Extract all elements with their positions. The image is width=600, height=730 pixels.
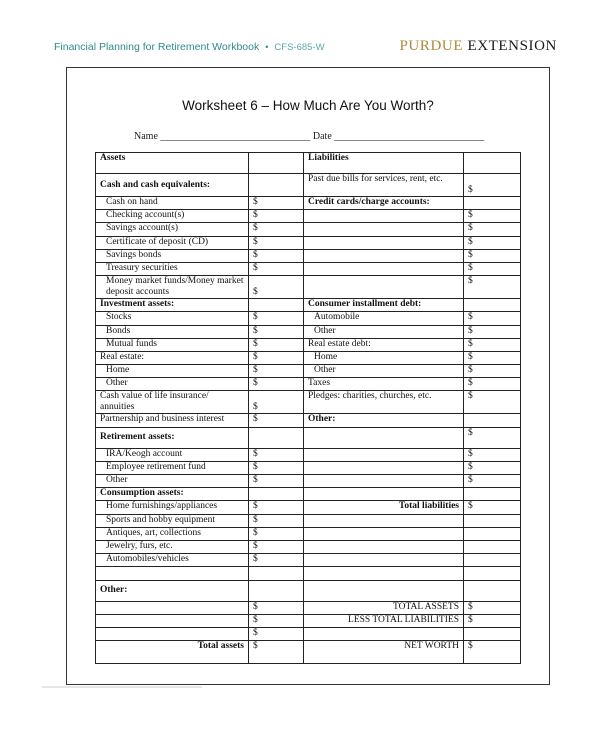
table-row [96, 391, 521, 414]
name-label: Name [134, 131, 158, 142]
liability-cell[interactable] [304, 262, 464, 275]
amount-cell[interactable] [249, 567, 304, 580]
amount-cell[interactable] [464, 153, 521, 174]
real-estate-label: Real estate: [96, 351, 249, 364]
cash-value-label: Cash value of life insurance/ annuities [96, 391, 249, 414]
table-row [96, 540, 521, 553]
real-estate-debt-label: Real estate debt: [304, 338, 464, 351]
blank-cell[interactable] [96, 567, 249, 580]
amount-cell[interactable]: $ [249, 641, 304, 664]
table-row [96, 276, 521, 299]
amount-cell[interactable]: $ [249, 514, 304, 527]
amount-cell[interactable]: $ [464, 614, 521, 627]
date-field[interactable]: ______________________________ [334, 131, 485, 142]
consumer-installment-label: Consumer installment debt: [304, 299, 464, 312]
date-label: Date [312, 131, 332, 142]
table-row [96, 312, 521, 325]
liability-cell[interactable] [304, 210, 464, 223]
savings-account-label: Savings account(s) [96, 223, 249, 236]
table-row [96, 236, 521, 249]
amount-cell[interactable]: $ [464, 249, 521, 262]
liability-cell[interactable] [304, 514, 464, 527]
net-worth-table [95, 152, 521, 664]
amount-cell[interactable] [464, 567, 521, 580]
amount-cell[interactable]: $ [249, 475, 304, 488]
page-header [0, 0, 600, 66]
amount-cell[interactable]: $ [249, 627, 304, 640]
partnership-label: Partnership and business interest [96, 414, 249, 427]
brand-purdue: PURDUE [399, 38, 464, 54]
table-row [96, 567, 521, 580]
amount-cell[interactable] [249, 174, 304, 197]
table-row [96, 580, 521, 601]
footer-rule [42, 686, 202, 688]
cash-section-label: Cash and cash equivalents: [96, 174, 249, 197]
amount-cell[interactable]: $ [249, 461, 304, 474]
liability-cell[interactable] [304, 276, 464, 299]
amount-cell[interactable]: $ [249, 197, 304, 210]
total-assets-label: Total assets [96, 641, 249, 664]
amount-cell[interactable]: $ [464, 391, 521, 414]
amount-cell[interactable]: $ [249, 262, 304, 275]
amount-cell[interactable]: $ [464, 475, 521, 488]
amount-cell[interactable]: $ [249, 501, 304, 514]
amount-cell[interactable]: $ [464, 210, 521, 223]
amount-cell[interactable]: $ [464, 174, 521, 197]
retirement-section-label: Retirement assets: [96, 427, 249, 448]
amount-cell[interactable]: $ [249, 391, 304, 414]
amount-cell[interactable]: $ [464, 276, 521, 299]
pledges-label: Pledges: charities, churches, etc. [304, 391, 464, 414]
home-debt-label: Home [304, 351, 464, 364]
other-retirement-label: Other [96, 475, 249, 488]
amount-cell[interactable]: $ [249, 210, 304, 223]
other-real-estate-label: Other [96, 378, 249, 391]
stocks-label: Stocks [96, 312, 249, 325]
amount-cell[interactable] [249, 427, 304, 448]
amount-cell[interactable]: $ [249, 365, 304, 378]
table-row [96, 299, 521, 312]
amount-cell[interactable]: $ [464, 365, 521, 378]
amount-cell[interactable] [464, 540, 521, 553]
amount-cell[interactable]: $ [249, 554, 304, 567]
other-asset-cell[interactable] [96, 627, 249, 640]
liabilities-header: Liabilities [304, 153, 464, 174]
amount-cell[interactable] [464, 514, 521, 527]
liability-cell[interactable] [304, 527, 464, 540]
amount-cell[interactable]: $ [464, 641, 521, 664]
publication-code: CFS-685-W [274, 42, 325, 53]
amount-cell[interactable]: $ [249, 249, 304, 262]
amount-cell[interactable] [464, 414, 521, 427]
amount-cell[interactable]: $ [249, 414, 304, 427]
summary-net-worth-label: NET WORTH [304, 641, 464, 664]
antiques-label: Antiques, art, collections [96, 527, 249, 540]
worksheet-title: Worksheet 6 – How Much Are You Worth? [182, 98, 434, 113]
liability-cell[interactable] [304, 448, 464, 461]
amount-cell[interactable]: $ [249, 448, 304, 461]
amount-cell[interactable]: $ [249, 223, 304, 236]
name-field[interactable]: ______________________________ [160, 131, 311, 142]
amount-cell[interactable]: $ [464, 262, 521, 275]
table-row [96, 448, 521, 461]
table-row [96, 627, 521, 640]
workbook-title-text: Financial Planning for Retirement Workbook [54, 41, 260, 53]
amount-cell[interactable]: $ [249, 601, 304, 614]
amount-cell[interactable]: $ [249, 540, 304, 553]
table-row [96, 475, 521, 488]
credit-cards-label: Credit cards/charge accounts: [304, 197, 464, 210]
other-assets-label: Other: [96, 580, 249, 601]
amount-cell[interactable] [464, 627, 521, 640]
cd-label: Certificate of deposit (CD) [96, 236, 249, 249]
table-row [96, 325, 521, 338]
amount-cell[interactable]: $ [464, 501, 521, 514]
amount-cell[interactable] [464, 580, 521, 601]
liability-cell[interactable] [304, 223, 464, 236]
liability-cell[interactable] [304, 540, 464, 553]
amount-cell[interactable] [249, 153, 304, 174]
table-row [96, 414, 521, 427]
bullet-dot: • [265, 42, 269, 52]
other-installment-label: Other [304, 325, 464, 338]
table-row [96, 210, 521, 223]
jewelry-label: Jewelry, furs, etc. [96, 540, 249, 553]
amount-cell[interactable]: $ [464, 461, 521, 474]
past-due-label: Past due bills for services, rent, etc. [304, 174, 464, 197]
table-row [96, 153, 521, 174]
table-row [96, 378, 521, 391]
amount-cell[interactable]: $ [249, 378, 304, 391]
liability-cell[interactable] [304, 236, 464, 249]
amount-cell[interactable]: $ [249, 527, 304, 540]
table-row [96, 614, 521, 627]
amount-cell[interactable]: $ [249, 351, 304, 364]
amount-cell[interactable] [464, 527, 521, 540]
savings-bonds-label: Savings bonds [96, 249, 249, 262]
amount-cell[interactable]: $ [249, 312, 304, 325]
other-asset-cell[interactable] [96, 601, 249, 614]
table-row [96, 249, 521, 262]
liability-cell[interactable] [304, 580, 464, 601]
amount-cell[interactable]: $ [464, 601, 521, 614]
amount-cell[interactable] [249, 488, 304, 501]
table-row [96, 262, 521, 275]
purdue-extension-logo [399, 38, 557, 55]
amount-cell[interactable]: $ [464, 325, 521, 338]
table-row [96, 601, 521, 614]
amount-cell[interactable]: $ [464, 223, 521, 236]
home-furnishings-label: Home furnishings/appliances [96, 501, 249, 514]
amount-cell[interactable] [464, 554, 521, 567]
amount-cell[interactable]: $ [464, 378, 521, 391]
employee-fund-label: Employee retirement fund [96, 461, 249, 474]
other-asset-cell[interactable] [96, 614, 249, 627]
amount-cell[interactable]: $ [464, 236, 521, 249]
table-row [96, 365, 521, 378]
table-row [96, 197, 521, 210]
liability-cell[interactable] [304, 567, 464, 580]
summary-total-assets-label: TOTAL ASSETS [304, 601, 464, 614]
table-row [96, 427, 521, 448]
workbook-title [54, 41, 325, 53]
table-row [96, 338, 521, 351]
table-row [96, 488, 521, 501]
table-row [96, 527, 521, 540]
total-liabilities-label: Total liabilities [304, 501, 464, 514]
cash-on-hand-label: Cash on hand [96, 197, 249, 210]
consumption-section-label: Consumption assets: [96, 488, 249, 501]
table-row [96, 514, 521, 527]
table-row [96, 351, 521, 364]
assets-header: Assets [96, 153, 249, 174]
brand-extension: EXTENSION [467, 38, 557, 54]
amount-cell[interactable]: $ [464, 338, 521, 351]
other-liabilities-label: Other: [304, 414, 464, 427]
liability-cell[interactable] [304, 488, 464, 501]
other-real-estate-debt-label: Other [304, 365, 464, 378]
liability-cell[interactable] [304, 554, 464, 567]
home-asset-label: Home [96, 365, 249, 378]
liability-cell[interactable] [304, 627, 464, 640]
amount-cell[interactable]: $ [464, 351, 521, 364]
liability-cell[interactable] [304, 427, 464, 448]
name-date-line [134, 131, 484, 142]
sports-label: Sports and hobby equipment [96, 514, 249, 527]
liability-cell[interactable] [304, 475, 464, 488]
amount-cell[interactable]: $ [464, 312, 521, 325]
table-row [96, 461, 521, 474]
amount-cell[interactable] [464, 197, 521, 210]
bonds-label: Bonds [96, 325, 249, 338]
automobiles-label: Automobiles/vehicles [96, 554, 249, 567]
table-row [96, 501, 521, 514]
money-market-label: Money market funds/Money market deposit accounts [96, 276, 249, 299]
amount-cell[interactable] [464, 299, 521, 312]
taxes-label: Taxes [304, 378, 464, 391]
automobile-debt-label: Automobile [304, 312, 464, 325]
investment-section-label: Investment assets: [96, 299, 249, 312]
checking-label: Checking account(s) [96, 210, 249, 223]
summary-less-liabilities-label: LESS TOTAL LIABILITIES [304, 614, 464, 627]
amount-cell[interactable]: $ [249, 236, 304, 249]
amount-cell[interactable]: $ [249, 614, 304, 627]
ira-label: IRA/Keogh account [96, 448, 249, 461]
amount-cell[interactable] [249, 580, 304, 601]
liability-cell[interactable] [304, 461, 464, 474]
amount-cell[interactable]: $ [464, 448, 521, 461]
amount-cell[interactable]: $ [249, 276, 304, 299]
amount-cell[interactable] [249, 299, 304, 312]
table-row [96, 174, 521, 197]
treasury-label: Treasury securities [96, 262, 249, 275]
liability-cell[interactable] [304, 249, 464, 262]
mutual-funds-label: Mutual funds [96, 338, 249, 351]
amount-cell[interactable]: $ [249, 325, 304, 338]
amount-cell[interactable]: $ [249, 338, 304, 351]
table-row [96, 223, 521, 236]
table-row [96, 641, 521, 664]
table-row [96, 554, 521, 567]
amount-cell[interactable]: $ [464, 427, 521, 448]
amount-cell[interactable] [464, 488, 521, 501]
